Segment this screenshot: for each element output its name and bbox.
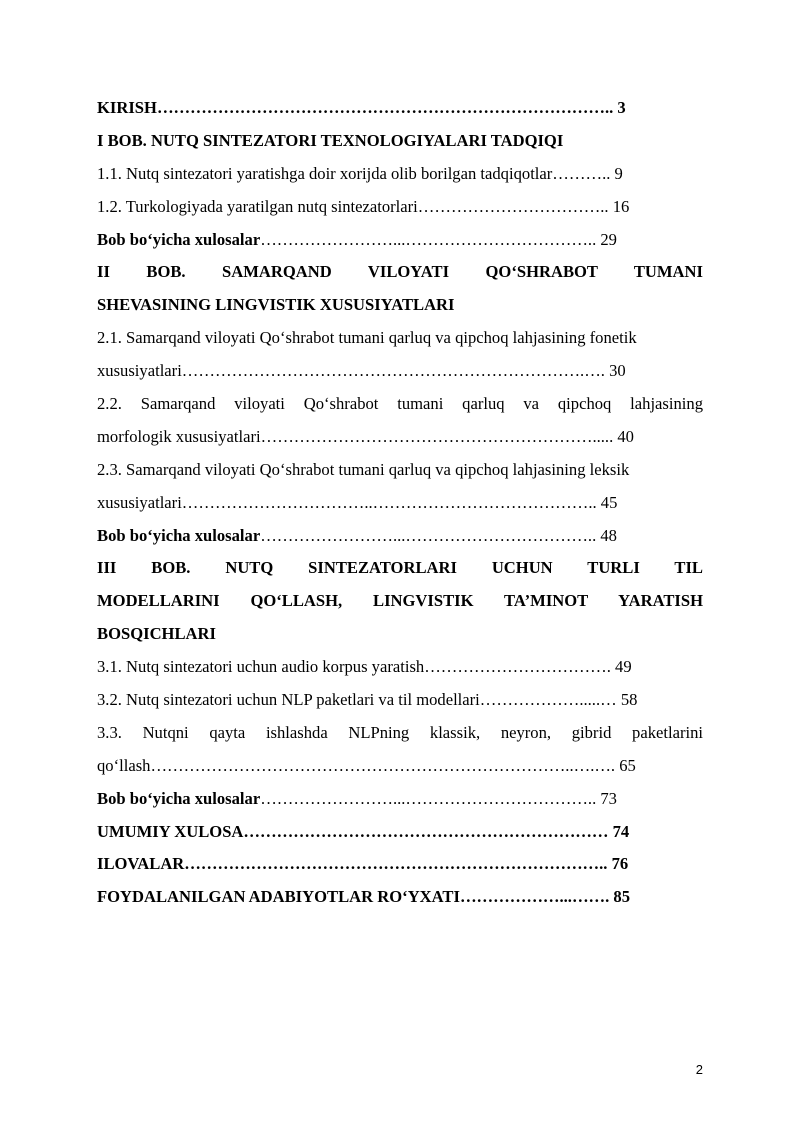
- page-number: 2: [695, 1062, 703, 1077]
- summary-leader: ……………………...…………………………….. 48: [260, 525, 617, 545]
- toc-chapter-2-heading-line-2: SHEVASINING LINGVISTIK XUSUSIYATLARI: [97, 295, 455, 315]
- toc-chapter-1-heading: I BOB. NUTQ SINTEZATORI TEXNOLOGIYALARI TADQIQI: [97, 130, 564, 150]
- toc-chapter-3-heading-line-1: III BOB. NUTQ SINTEZATORLARI UCHUN TURLI TIL: [97, 558, 703, 578]
- toc-entry-chapter-2-summary: [97, 520, 703, 553]
- toc-entry-umumiy-xulosa: UMUMIY XULOSA………………………………………………………… 74: [97, 821, 630, 841]
- summary-label: Bob bo‘yicha xulosalar: [97, 229, 261, 249]
- toc-chapter-3-heading-line-3: BOSQICHLARI: [97, 624, 216, 644]
- toc-entry-1-1: 1.1. Nutq sintezatori yaratishga doir xorijda olib borilgan tadqiqotlar……….. 9: [97, 163, 623, 183]
- toc-entry-3-3-line-2: qo‘llash…………………………………………………………………..….…. 65: [97, 755, 636, 775]
- toc-entry-2-2-line-1: 2.2. Samarqand viloyati Qo‘shrabot tumani qarluq va qipchoq lahjasining: [97, 394, 703, 414]
- summary-label: Bob bo‘yicha xulosalar: [97, 788, 261, 808]
- toc-entry-adabiyotlar: FOYDALANILGAN ADABIYOTLAR RO‘YXATI………………...……. 85: [97, 887, 631, 907]
- toc-entry-2-3-line-1: 2.3. Samarqand viloyati Qo‘shrabot tumani qarluq va qipchoq lahjasining leksik: [97, 459, 630, 479]
- summary-leader: ……………………...…………………………….. 73: [260, 788, 617, 808]
- toc-entry-2-1-line-2: xususiyatlari……………………………………………………………….…. 30: [97, 361, 626, 381]
- toc-entry-1-2: 1.2. Turkologiyada yaratilgan nutq sintezatorlari…………………………….. 16: [97, 196, 630, 216]
- toc-entry-chapter-1-summary: [97, 224, 703, 257]
- toc-entry-ilovalar: ILOVALAR………………………………………………………………….. 76: [97, 854, 629, 874]
- toc-entry-2-3-line-2: xususiyatlari……………………………..………………………………….. 45: [97, 492, 618, 512]
- toc-chapter-3-heading-line-2: MODELLARINI QO‘LLASH, LINGVISTIK TA’MINOT YARATISH: [97, 591, 703, 611]
- toc-entry-3-1: 3.1. Nutq sintezatori uchun audio korpus yaratish……………………………. 49: [97, 657, 632, 677]
- toc-entry-3-2: 3.2. Nutq sintezatori uchun NLP paketlari va til modellari……………….....… 58: [97, 690, 638, 710]
- toc-entry-3-3-line-1: 3.3. Nutqni qayta ishlashda NLPning klassik, neyron, gibrid paketlarini: [97, 722, 703, 742]
- toc-entry-chapter-3-summary: [97, 783, 703, 816]
- toc-entry-2-2-line-2: morfologik xususiyatlari……………………………………………………..... 40: [97, 426, 634, 446]
- summary-label: Bob bo‘yicha xulosalar: [97, 525, 261, 545]
- toc-chapter-2-heading-line-1: II BOB. SAMARQAND VILOYATI QO‘SHRABOT TUMANI: [97, 262, 703, 282]
- toc-entry-2-1-line-1: 2.1. Samarqand viloyati Qo‘shrabot tumani qarluq va qipchoq lahjasining fonetik: [97, 328, 637, 348]
- table-of-contents: [97, 92, 703, 914]
- summary-leader: ……………………...…………………………….. 29: [260, 229, 617, 249]
- toc-entry-kirish: KIRISH……………………………………………………………………….. 3: [97, 98, 626, 117]
